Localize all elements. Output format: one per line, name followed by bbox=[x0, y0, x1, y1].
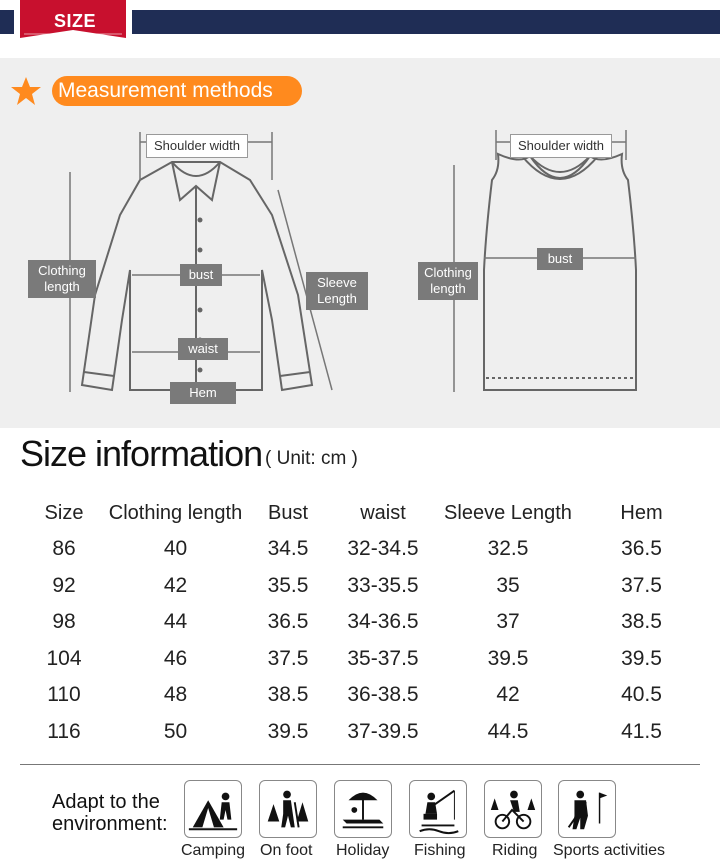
table-cell: 39.5 bbox=[487, 646, 529, 670]
environment-label bbox=[52, 791, 168, 835]
measurement-methods-title: Measurement methods bbox=[52, 76, 302, 106]
table-cell: 32.5 bbox=[487, 537, 529, 561]
table-cell: 36.5 bbox=[621, 537, 662, 561]
star-icon bbox=[10, 75, 42, 107]
camping-icon bbox=[184, 780, 242, 838]
hiking-icon bbox=[259, 780, 317, 838]
table-cell: 110 bbox=[47, 683, 81, 707]
vest-length-line2: length bbox=[430, 281, 466, 296]
column-header: Clothing length bbox=[108, 501, 243, 524]
table-row bbox=[20, 531, 700, 568]
table-cell: 42 bbox=[496, 683, 520, 707]
fishing-icon bbox=[409, 780, 467, 838]
shirt-sleeve-line1: Sleeve bbox=[317, 275, 357, 290]
table-cell: 32-34.5 bbox=[347, 537, 419, 561]
table-cell: 34-36.5 bbox=[347, 610, 419, 634]
holiday-icon bbox=[334, 780, 392, 838]
table-cell: 35-37.5 bbox=[347, 646, 419, 670]
table-row bbox=[20, 714, 700, 751]
table-cell: 37-39.5 bbox=[347, 719, 419, 743]
activity-label-holiday: Holiday bbox=[336, 842, 390, 859]
table-cell: 38.5 bbox=[621, 610, 662, 634]
table-cell: 36-38.5 bbox=[347, 683, 419, 707]
table-cell: 38.5 bbox=[267, 683, 309, 707]
table-cell: 116 bbox=[47, 719, 81, 743]
table-cell: 44 bbox=[163, 610, 188, 634]
table-cell: 40.5 bbox=[621, 683, 662, 707]
environment-label-line1: Adapt to the bbox=[52, 791, 160, 813]
size-table bbox=[20, 495, 700, 750]
table-cell: 42 bbox=[163, 573, 188, 597]
shirt-sleeve-line2: Length bbox=[317, 291, 357, 306]
shirt-length-line1: Clothing bbox=[38, 263, 86, 278]
table-cell: 35 bbox=[496, 573, 520, 597]
table-cell: 39.5 bbox=[621, 646, 662, 670]
golf-icon bbox=[558, 780, 616, 838]
table-row bbox=[20, 641, 700, 678]
shirt-waist-label: waist bbox=[178, 338, 228, 360]
table-cell: 40 bbox=[163, 537, 188, 561]
divider bbox=[20, 764, 700, 765]
table-row bbox=[20, 604, 700, 641]
table-cell: 41.5 bbox=[621, 719, 662, 743]
shirt-hem-label: Hem bbox=[170, 382, 236, 404]
column-header: Size bbox=[44, 501, 84, 524]
activity-label-camping: Camping bbox=[181, 842, 246, 859]
size-info-title: Size information bbox=[20, 433, 263, 474]
activity-label-sports: Sports activities bbox=[553, 842, 666, 859]
table-cell: 104 bbox=[46, 646, 82, 670]
shirt-sleeve-label bbox=[306, 272, 368, 310]
table-cell: 39.5 bbox=[267, 719, 309, 743]
table-cell: 44.5 bbox=[487, 719, 529, 743]
table-cell: 50 bbox=[163, 719, 188, 743]
table-cell: 37 bbox=[496, 610, 520, 634]
activity-label-fishing: Fishing bbox=[414, 842, 466, 859]
table-cell: 35.5 bbox=[267, 573, 309, 597]
table-row bbox=[20, 677, 700, 714]
activity-label-riding: Riding bbox=[492, 842, 538, 859]
table-header-row bbox=[20, 495, 700, 531]
vest-length-label bbox=[418, 262, 478, 300]
column-header: waist bbox=[360, 501, 406, 524]
vest-length-line1: Clothing bbox=[424, 265, 472, 280]
activity-label-on-foot: On foot bbox=[260, 842, 313, 859]
table-cell: 86 bbox=[52, 537, 76, 561]
vest-shoulder-label: Shoulder width bbox=[510, 134, 612, 158]
table-cell: 92 bbox=[52, 573, 76, 597]
table-cell: 37.5 bbox=[621, 573, 662, 597]
table-cell: 98 bbox=[52, 610, 76, 634]
table-cell: 48 bbox=[163, 683, 188, 707]
table-cell: 46 bbox=[163, 646, 188, 670]
column-header: Sleeve Length bbox=[444, 501, 572, 524]
table-row bbox=[20, 568, 700, 605]
shirt-shoulder-label: Shoulder width bbox=[146, 134, 248, 158]
column-header: Bust bbox=[267, 501, 309, 524]
size-info-unit: ( Unit: cm ) bbox=[265, 448, 358, 469]
environment-label-line2: environment: bbox=[52, 813, 168, 835]
table-cell: 37.5 bbox=[267, 646, 309, 670]
shirt-bust-label: bust bbox=[180, 264, 222, 286]
table-cell: 34.5 bbox=[267, 537, 309, 561]
table-cell: 36.5 bbox=[267, 610, 309, 634]
table-cell: 33-35.5 bbox=[347, 573, 419, 597]
size-badge-label: SIZE bbox=[53, 11, 96, 31]
vest-bust-label: bust bbox=[537, 248, 583, 270]
shirt-length-line2: length bbox=[44, 279, 80, 294]
column-header: Hem bbox=[620, 501, 663, 524]
riding-icon bbox=[484, 780, 542, 838]
shirt-length-label bbox=[28, 260, 96, 298]
